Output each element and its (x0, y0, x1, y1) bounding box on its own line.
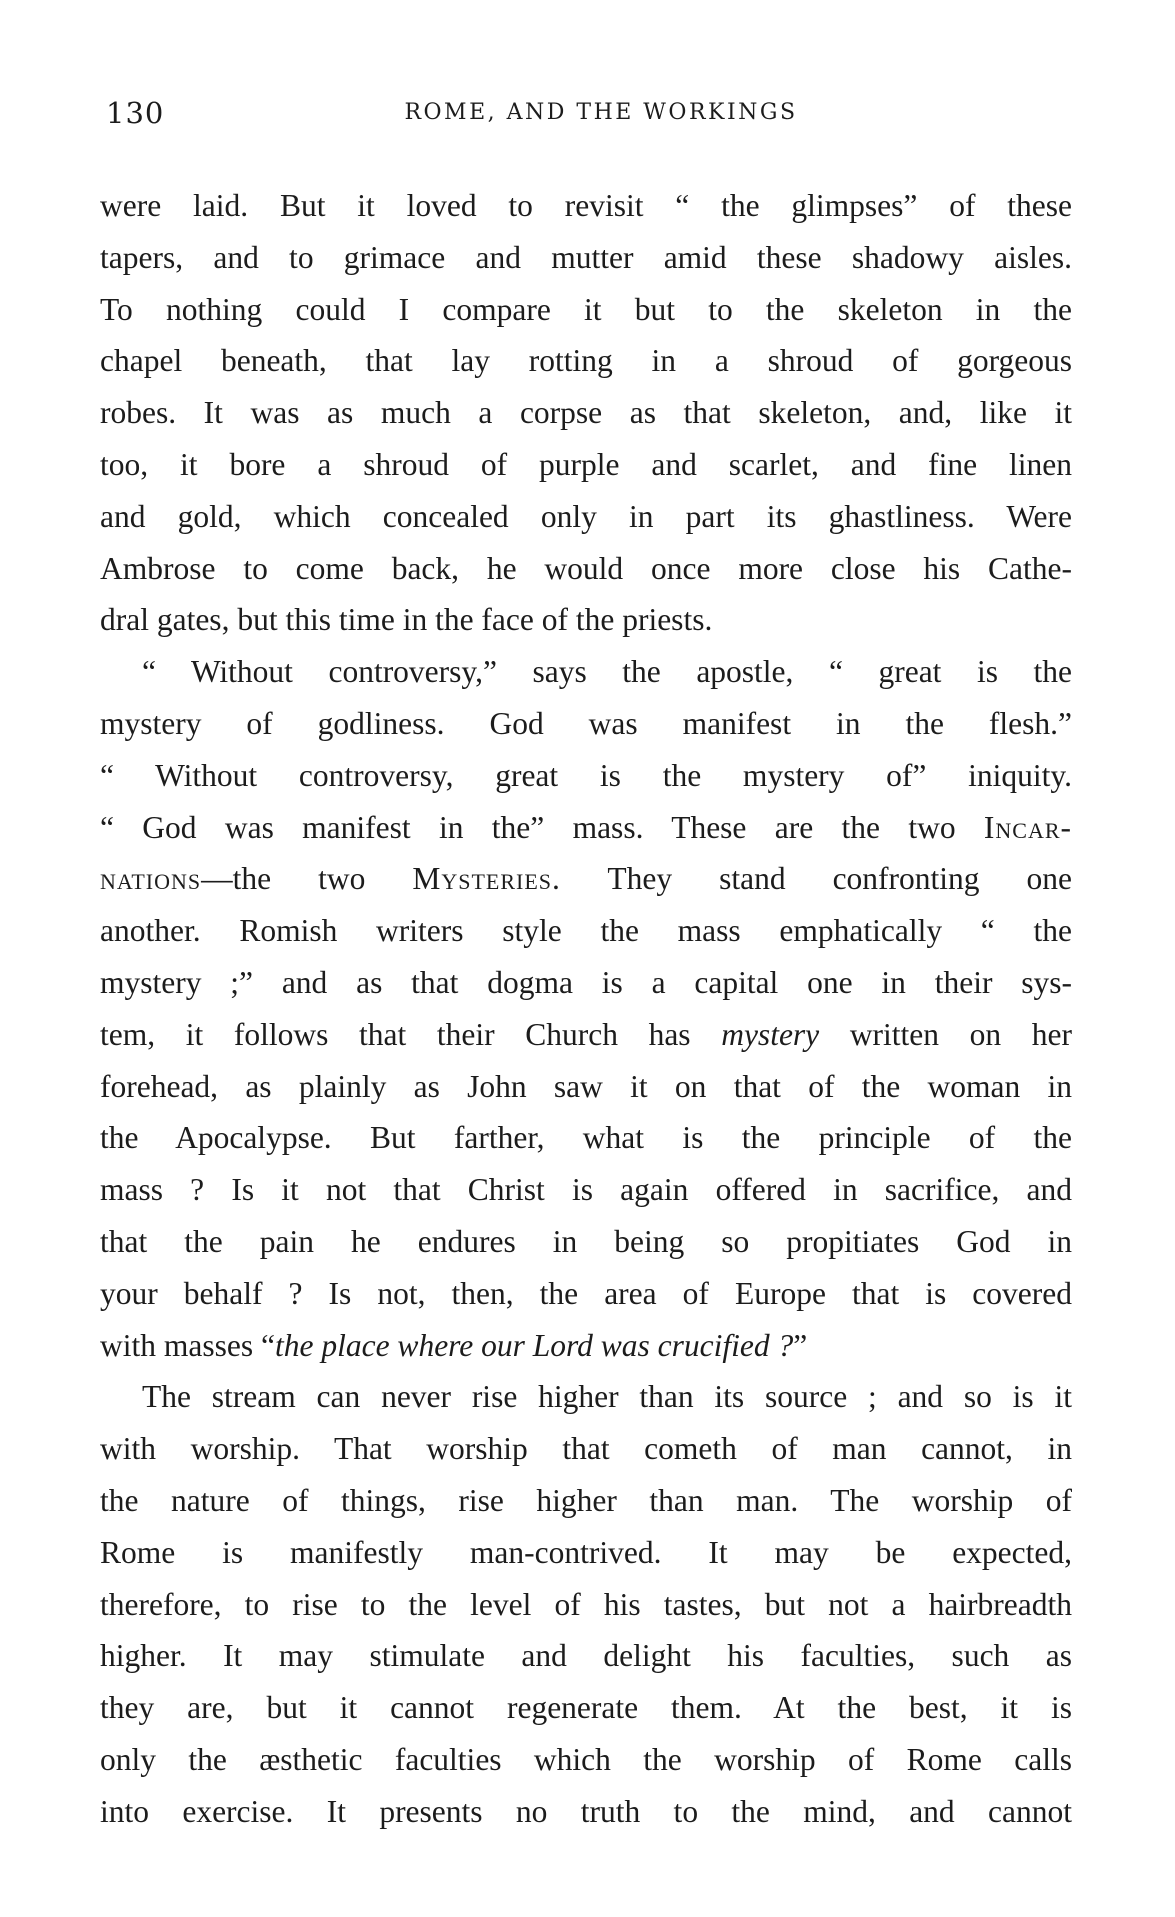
text-line: were laid. But it loved to revisit “ the glimpses” of these (100, 188, 1072, 223)
text-line: only the æsthetic faculties which the worship of Rome calls (100, 1741, 1072, 1777)
text-line: “ Without controversy,” says the apostle, “ great is the (142, 654, 1072, 690)
small-caps-run: Mysteries. (412, 861, 561, 897)
running-title: ROME, AND THE WORKINGS (404, 100, 798, 125)
text-run: tem, it follows that their Church has (100, 1016, 691, 1052)
text-line: Rome is manifestly man-contrived. It may be expected, (100, 1534, 1072, 1570)
text-line: with worship. That worship that cometh of man cannot, in (100, 1431, 1072, 1467)
text-line: robes. It was as much a corpse as that skeleton, and, like it (100, 395, 1072, 431)
italic-run: mystery (721, 1016, 820, 1052)
text-line: the Apocalypse. But farther, what is the principle of the (100, 1120, 1072, 1156)
small-caps-run: Incar- (983, 809, 1073, 845)
text-line: forehead, as plainly as John saw it on that of the woman in (100, 1068, 1072, 1104)
text-line: too, it bore a shroud of purple and scarlet, and fine linen (100, 446, 1072, 482)
body-text (100, 180, 1072, 1838)
running-head (106, 96, 1066, 136)
text-run: ” (793, 1327, 808, 1363)
text-line: higher. It may stimulate and delight his faculties, such as (100, 1638, 1072, 1674)
text-line: that the pain he endures in being so propitiates God in (100, 1223, 1072, 1259)
text-line (100, 1009, 1072, 1061)
text-line (100, 853, 1072, 905)
text-line: your behalf ? Is not, then, the area of Europe that is covered (100, 1275, 1072, 1311)
text-line: Ambrose to come back, he would once more close his Cathe- (100, 550, 1072, 586)
text-line: chapel beneath, that lay rotting in a shroud of gorgeous (100, 343, 1072, 379)
text-line: The stream can never rise higher than its source ; and so is it (142, 1379, 1072, 1415)
italic-run: the place where our Lord was crucified ? (274, 1327, 794, 1363)
text-line: To nothing could I compare it but to the skeleton in the (100, 291, 1072, 327)
text-run: —the two (201, 861, 366, 897)
small-caps-run: nations (100, 861, 202, 897)
text-run: with masses “ (100, 1327, 275, 1363)
text-run: written on her (849, 1016, 1073, 1052)
page-number: 130 (106, 96, 165, 130)
text-line: and gold, which concealed only in part its ghastliness. Were (100, 498, 1072, 534)
text-line: into exercise. It presents no truth to the mind, and cannot (100, 1793, 1072, 1829)
text-line: “ Without controversy, great is the mystery of” iniquity. (100, 757, 1072, 793)
text-line: mystery ;” and as that dogma is a capital one in their sys- (100, 964, 1072, 1000)
text-run: They stand confronting one (607, 861, 1073, 897)
text-line: another. Romish writers style the mass emphatically “ the (100, 913, 1072, 949)
text-line: therefore, to rise to the level of his tastes, but not a hairbreadth (100, 1586, 1072, 1622)
text-line: mass ? Is it not that Christ is again offered in sacrifice, and (100, 1172, 1072, 1208)
text-line (100, 802, 1072, 854)
text-line: the nature of things, rise higher than man. The worship of (100, 1482, 1072, 1518)
text-line: they are, but it cannot regenerate them. At the best, it is (100, 1690, 1072, 1726)
text-line: tapers, and to grimace and mutter amid these shadowy aisles. (100, 239, 1072, 275)
text-line: dral gates, but this time in the face of the priests. (100, 602, 713, 638)
text-line: mystery of godliness. God was manifest in the flesh.” (100, 705, 1072, 741)
text-run: “ God was manifest in the” mass. These are the two (100, 809, 956, 845)
text-line (100, 1320, 1072, 1372)
